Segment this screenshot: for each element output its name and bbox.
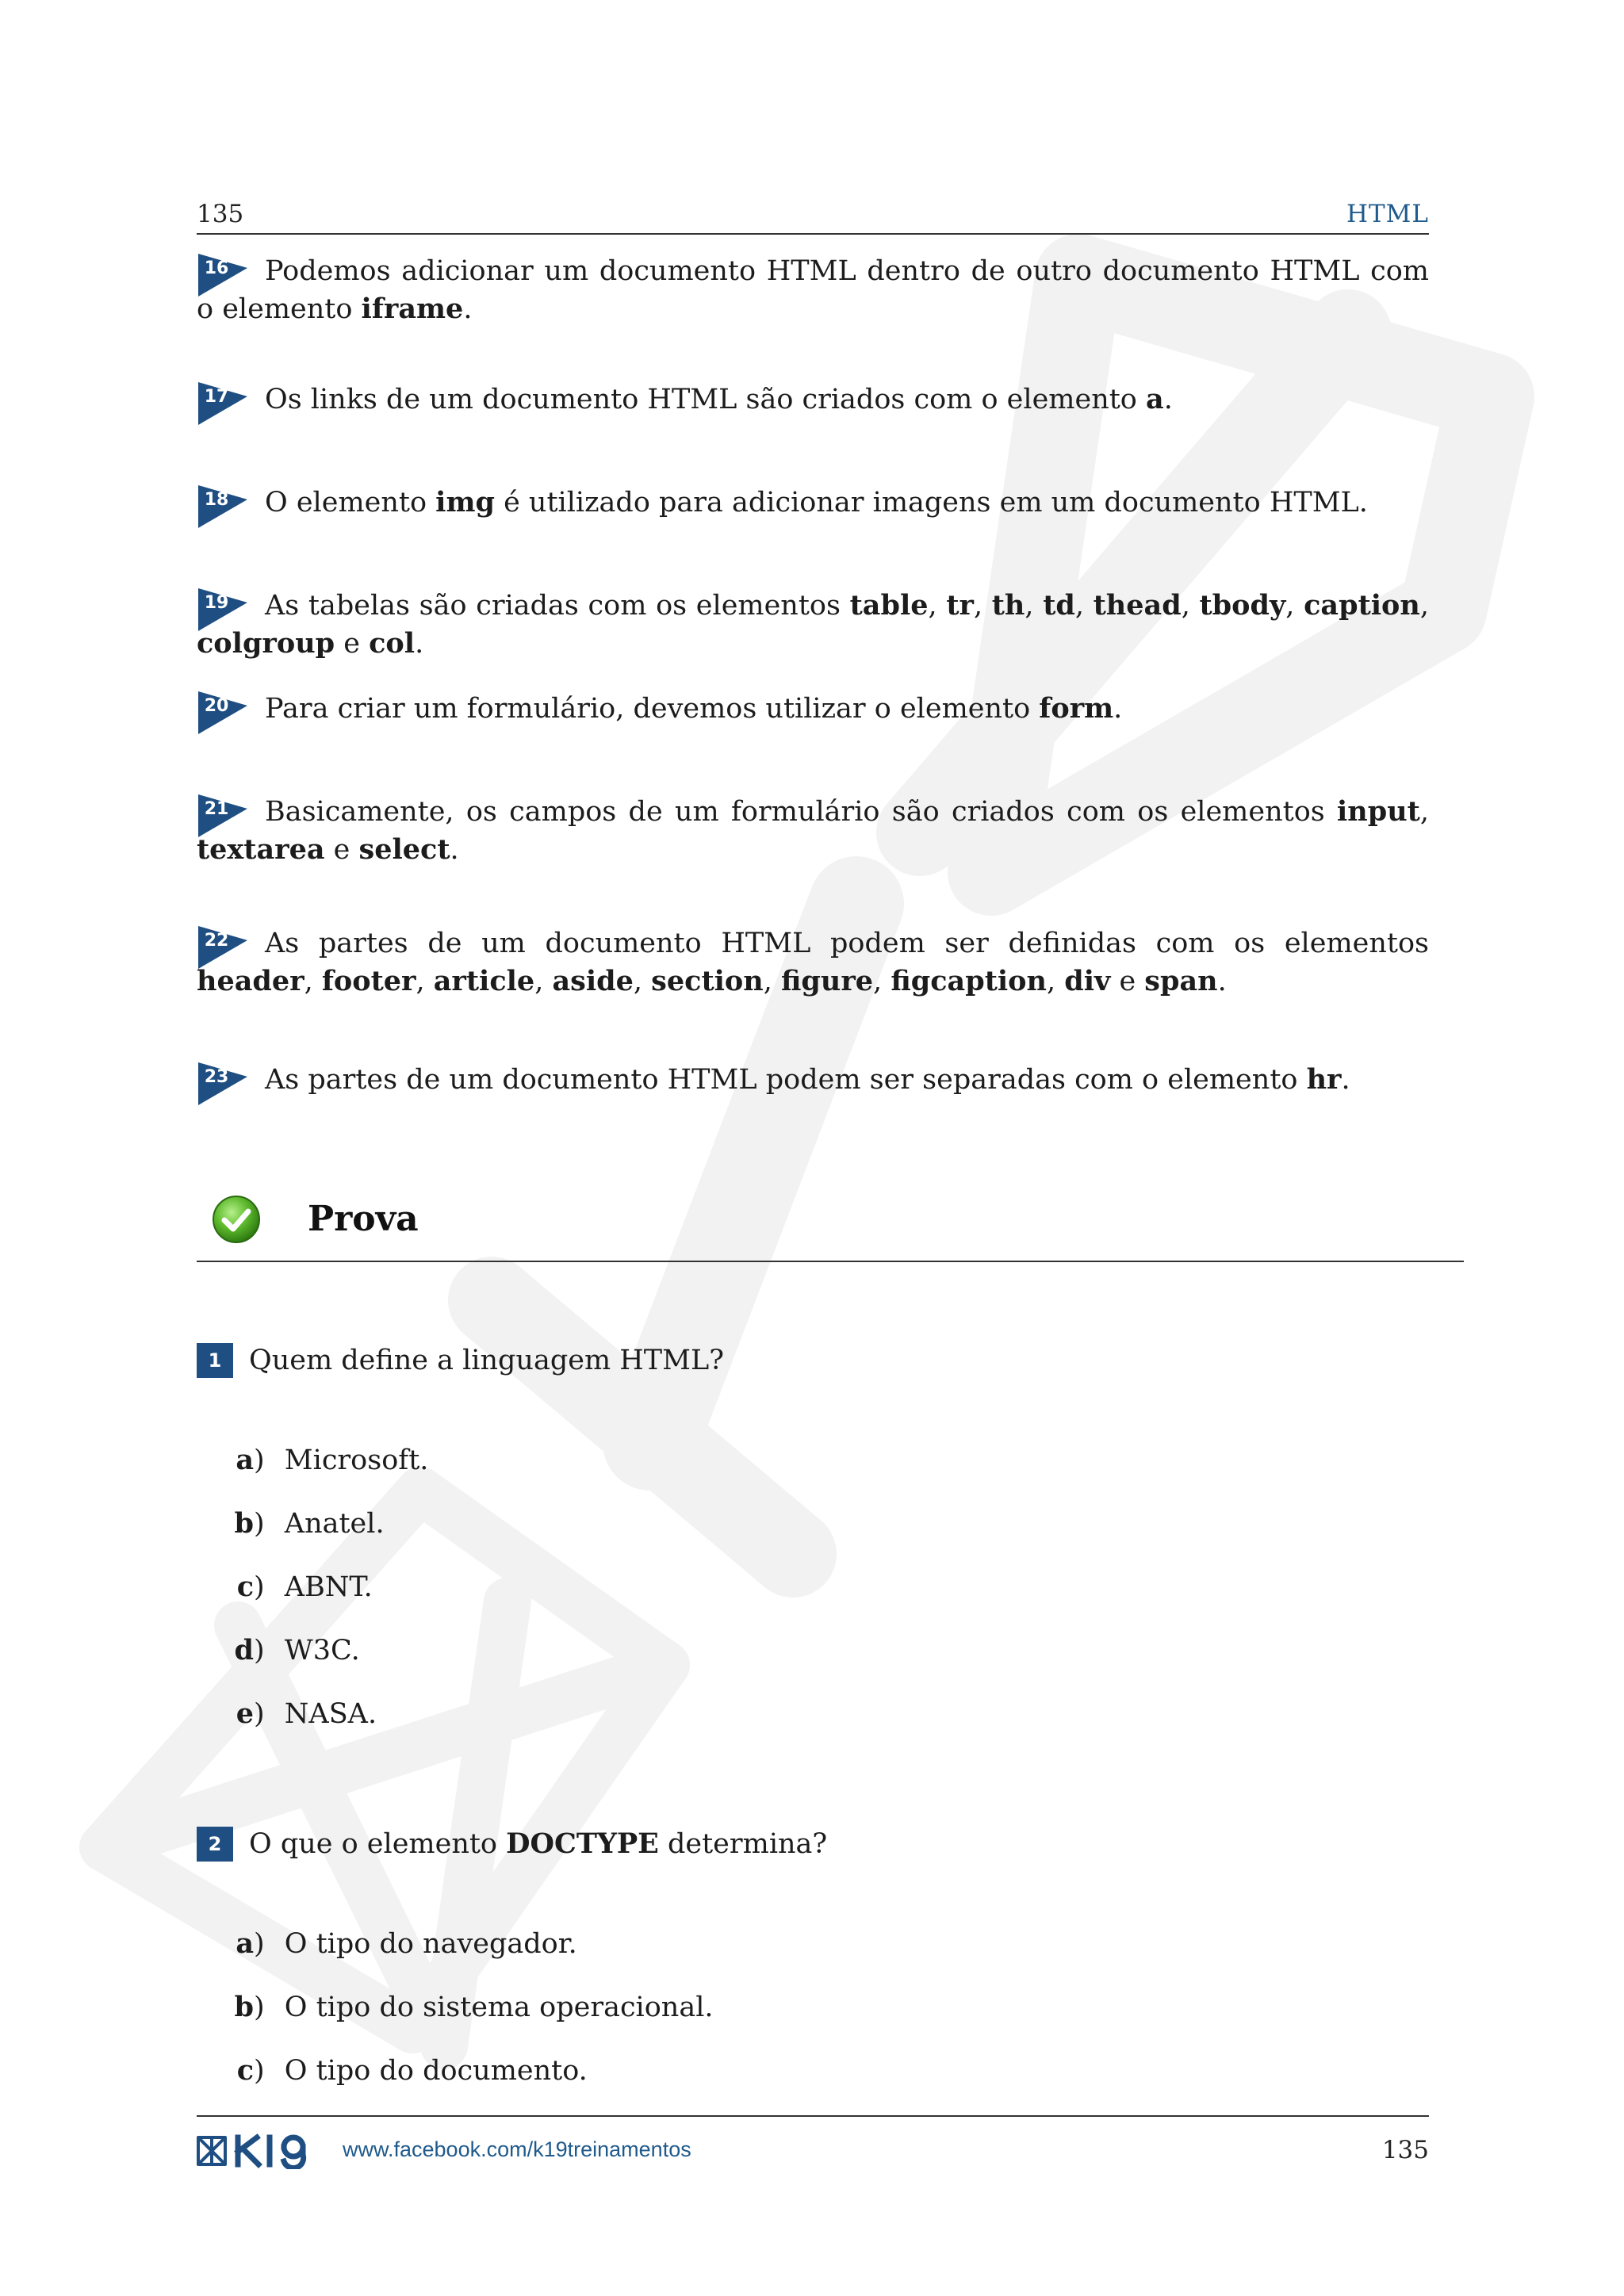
option-text: O tipo do documento.	[284, 2055, 588, 2087]
option-letter: a	[236, 1444, 254, 1476]
item-number: 20	[204, 696, 229, 716]
element-keyword: col	[369, 627, 416, 660]
footer	[197, 2115, 1429, 2180]
item-number: 21	[204, 799, 229, 819]
summary-item-19	[197, 587, 1429, 663]
option-b: b) Anatel.	[227, 1505, 385, 1543]
element-keyword: figure	[780, 965, 874, 997]
item-number: 18	[204, 490, 229, 510]
item-number: 19	[204, 593, 229, 613]
option-a: a) O tipo do navegador.	[227, 1925, 577, 1963]
option-text: W3C.	[284, 1635, 360, 1667]
option-letter: c	[236, 1571, 254, 1603]
element-keyword: section	[651, 965, 764, 997]
item-text: As partes de um documento HTML podem ser definidas com os elementos header, footer, article, aside, section, figure, figcaption, div e span.	[197, 928, 1429, 997]
element-keyword: tr	[946, 589, 974, 622]
summary-item-16	[197, 252, 1429, 328]
option-a: a) Microsoft.	[227, 1441, 428, 1479]
element-keyword: DOCTYPE	[506, 1827, 659, 1860]
option-letter: d	[234, 1634, 254, 1667]
element-keyword: header	[197, 965, 304, 997]
item-text: As tabelas são criadas com os elementos table, tr, th, td, thead, tbody, caption, colgroup e col.	[197, 589, 1429, 660]
option-text: Microsoft.	[284, 1445, 429, 1476]
item-number: 23	[204, 1067, 229, 1087]
option-text: O tipo do sistema operacional.	[284, 1992, 714, 2023]
footer-page-number: 135	[1381, 2136, 1429, 2164]
option-text: Anatel.	[284, 1508, 385, 1540]
item-number: 17	[204, 387, 229, 407]
element-keyword: caption	[1304, 589, 1420, 622]
option-letter: e	[236, 1697, 254, 1730]
item-text: Podemos adicionar um documento HTML dentro de outro documento HTML com o elemento iframe.	[197, 255, 1429, 325]
question-text: O que o elemento DOCTYPE determina?	[249, 1827, 828, 1860]
option-e: e) NASA.	[227, 1695, 377, 1733]
item-text: Para criar um formulário, devemos utilizar o elemento form.	[265, 692, 1123, 725]
element-keyword: input	[1337, 795, 1420, 828]
element-keyword: figcaption	[891, 965, 1047, 997]
summary-item-17	[197, 381, 1429, 419]
option-c: c) O tipo do documento.	[227, 2052, 588, 2090]
option-text: O tipo do navegador.	[284, 1928, 577, 1960]
summary-item-18	[197, 484, 1429, 522]
summary-item-23	[197, 1061, 1429, 1099]
item-number: 22	[204, 931, 229, 951]
option-letter: b	[234, 1507, 254, 1540]
option-d: d) W3C.	[227, 1632, 360, 1670]
header-page-number: 135	[197, 200, 244, 228]
footer-url-link[interactable]: www.facebook.com/k19treinamentos	[343, 2137, 691, 2161]
element-keyword: iframe	[361, 293, 464, 325]
element-keyword: th	[991, 589, 1025, 622]
item-text: As partes de um documento HTML podem ser separadas com o elemento hr.	[265, 1063, 1350, 1096]
item-number: 16	[204, 258, 229, 278]
element-keyword: aside	[552, 965, 634, 997]
element-keyword: footer	[321, 965, 416, 997]
option-letter: a	[236, 1927, 254, 1960]
item-text: Os links de um documento HTML são criados com o elemento a.	[265, 383, 1173, 415]
element-keyword: div	[1064, 965, 1111, 997]
summary-item-20	[197, 690, 1429, 728]
element-keyword: tbody	[1199, 589, 1286, 622]
element-keyword: textarea	[197, 833, 325, 866]
summary-item-21	[197, 793, 1429, 869]
header-chapter-title: HTML	[1346, 200, 1429, 228]
question-text: Quem define a linguagem HTML?	[249, 1345, 724, 1376]
check-icon	[211, 1194, 262, 1245]
option-letter: b	[234, 1991, 254, 2023]
element-keyword: form	[1039, 692, 1114, 725]
option-c: c) ABNT.	[227, 1568, 373, 1606]
section-heading	[197, 1191, 1464, 1262]
option-b: b) O tipo do sistema operacional.	[227, 1988, 714, 2026]
element-keyword: colgroup	[197, 627, 335, 660]
element-keyword: td	[1043, 589, 1075, 622]
summary-item-22	[197, 924, 1429, 1001]
option-text: ABNT.	[284, 1571, 373, 1603]
question-number-badge: 1	[197, 1343, 233, 1378]
option-letter: c	[236, 2054, 254, 2087]
element-keyword: thead	[1093, 589, 1182, 622]
element-keyword: hr	[1306, 1063, 1342, 1096]
question-number-badge: 2	[197, 1827, 233, 1862]
element-keyword: span	[1144, 965, 1218, 997]
option-text: NASA.	[284, 1698, 377, 1730]
element-keyword: table	[849, 589, 929, 622]
running-header	[197, 197, 1429, 235]
item-text: Basicamente, os campos de um formulário são criados com os elementos input, textarea e select.	[197, 795, 1429, 866]
k19-logo	[197, 2133, 320, 2169]
element-keyword: article	[433, 965, 535, 997]
element-keyword: select	[358, 833, 450, 866]
item-text: O elemento img é utilizado para adicionar imagens em um documento HTML.	[265, 486, 1368, 519]
element-keyword: a	[1146, 383, 1164, 415]
element-keyword: img	[435, 486, 495, 519]
section-title: Prova	[308, 1199, 419, 1239]
